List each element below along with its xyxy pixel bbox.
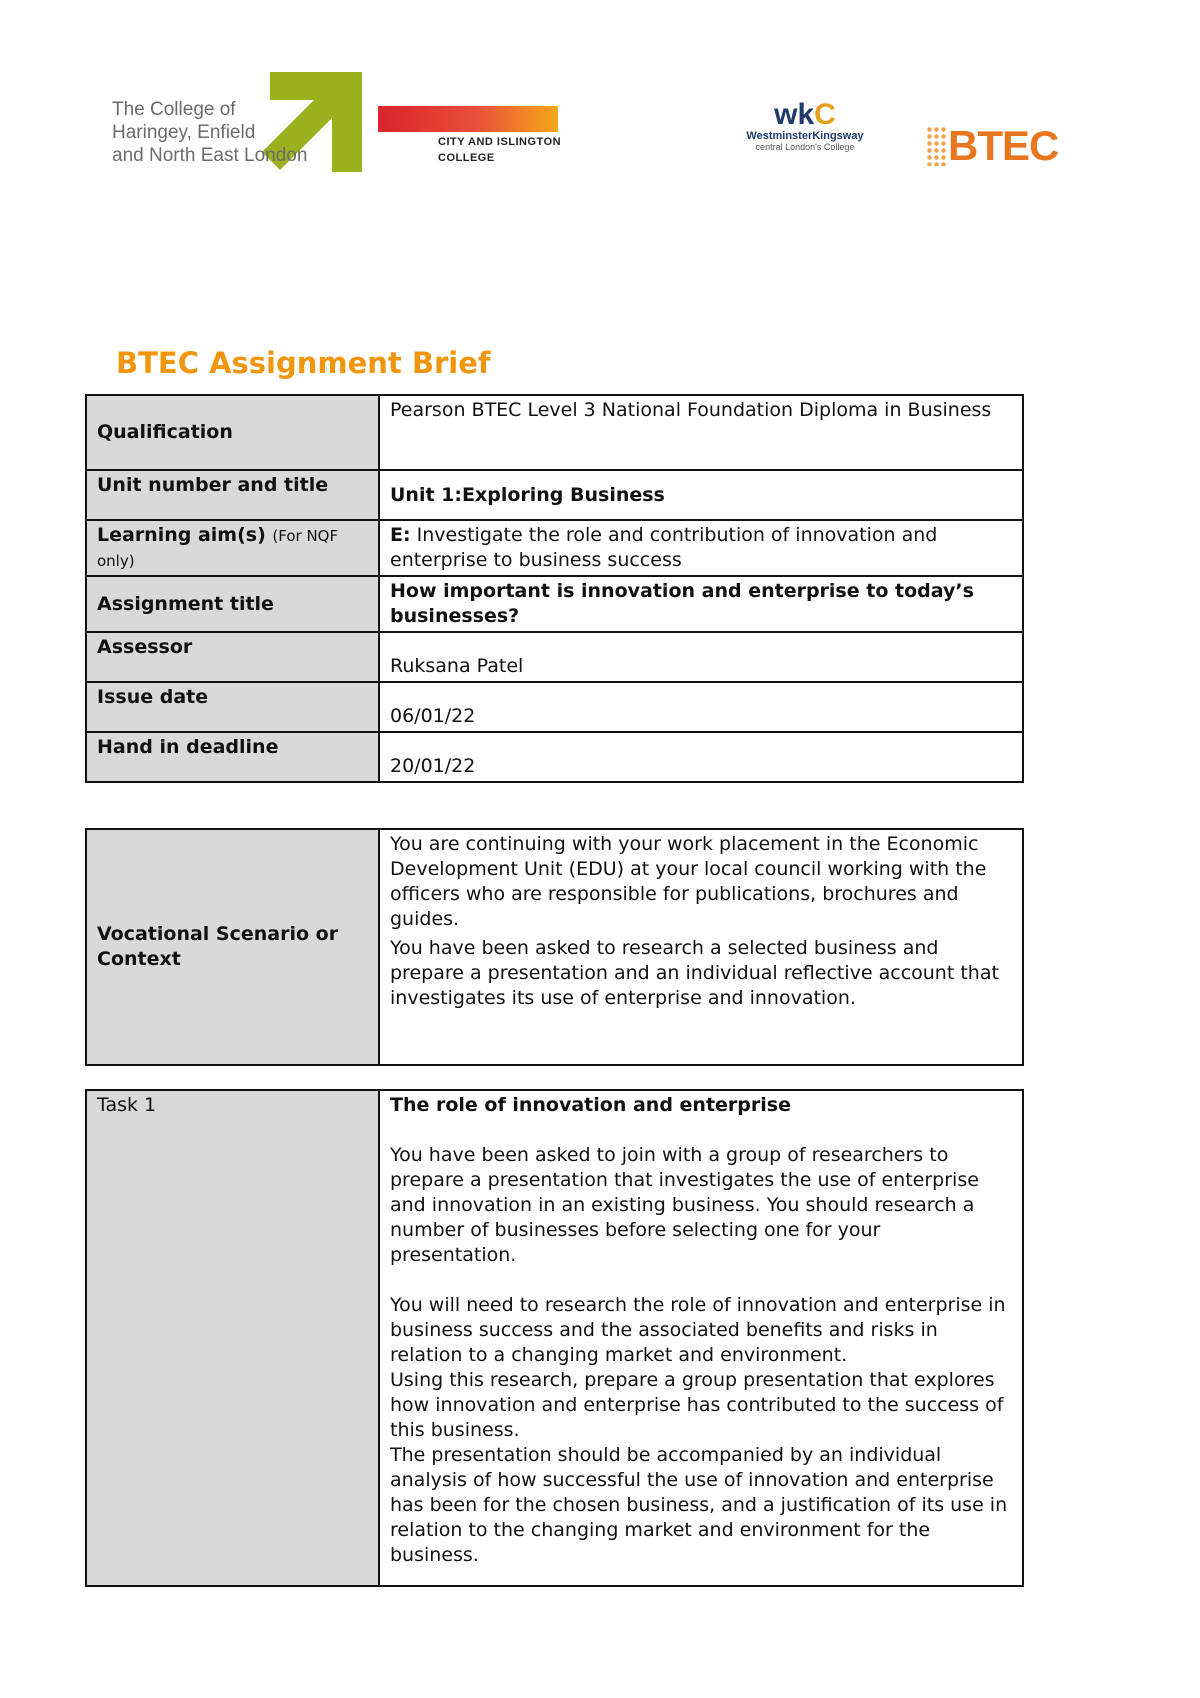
table-row [86, 395, 1023, 470]
table-row [86, 1090, 1023, 1586]
wk-name: WestminsterKingsway [746, 130, 864, 142]
college-haringey-logo [112, 98, 382, 167]
issue-date-value: 06/01/22 [379, 682, 1023, 732]
spacer [390, 1268, 1012, 1293]
scenario-paragraph-2: You have been asked to research a selected business and prepare a presentation and an individual reflective account that investigates its use of enterprise and innovation. [390, 937, 999, 1009]
westminster-kingsway-logo [690, 100, 920, 153]
deadline-label: Hand in deadline [86, 732, 379, 782]
task1-table [85, 1089, 1024, 1587]
learning-aim-prefix: E: [390, 524, 411, 546]
task1-content [379, 1090, 1023, 1586]
table-row [86, 632, 1023, 682]
task1-title: The role of innovation and enterprise [390, 1094, 791, 1116]
wk-tagline: central London's College [755, 142, 855, 152]
scenario-paragraph-1: You are continuing with your work placement in the Economic Development Unit (EDU) at your local council working with the officers who are responsible for publications, brochures and guides. [390, 833, 987, 930]
table-row [86, 520, 1023, 576]
city-islington-line-2: COLLEGE [438, 152, 495, 164]
task1-paragraph-4: The presentation should be accompanied by an individual analysis of how successful the use of innovation and enterprise has been for the chosen business, and a justification of its use in relation to the changing market and environment for the business. [390, 1444, 1008, 1566]
learning-aim-value-cell [379, 520, 1023, 576]
college-haringey-line-2: Haringey, Enfield [112, 122, 256, 143]
qualification-label: Qualification [86, 395, 379, 470]
unit-value: Unit 1:Exploring Business [379, 470, 1023, 520]
task1-paragraph-3: Using this research, prepare a group presentation that explores how innovation and enterprise has contributed to the success of this business. [390, 1369, 1004, 1441]
unit-label: Unit number and title [86, 470, 379, 520]
assignment-title-label: Assignment title [86, 576, 379, 632]
city-islington-color-bar [378, 106, 558, 132]
wk-mark: wkC [774, 98, 836, 131]
btec-dots-icon [926, 126, 948, 166]
scenario-label: Vocational Scenario or Context [86, 829, 379, 1065]
table-row [86, 576, 1023, 632]
college-haringey-line-1: The College of [112, 99, 236, 120]
task1-paragraph-1: You have been asked to join with a group of researchers to prepare a presentation that investigates the use of enterprise and innovation in an existing business. You should research a number of businesses before selecting one for your presentation. [390, 1144, 979, 1266]
task1-paragraph-2: You will need to research the role of innovation and enterprise in business success and the associated benefits and risks in relation to a changing market and environment. [390, 1294, 1006, 1366]
qualification-value: Pearson BTEC Level 3 National Foundation Diploma in Business [379, 395, 1023, 470]
assignment-details-table [85, 394, 1024, 783]
learning-aim-label: Learning aim(s) [97, 524, 266, 546]
college-haringey-line-3: and North East London [112, 145, 308, 166]
btec-wordmark: BTEC [948, 122, 1059, 169]
learning-aim-label-cell [86, 520, 379, 576]
scenario-content [379, 829, 1023, 1065]
learning-aim-note: (For NQF only) [97, 527, 339, 570]
task1-label: Task 1 [86, 1090, 379, 1586]
issue-date-label: Issue date [86, 682, 379, 732]
city-islington-logo [378, 106, 618, 164]
assessor-value: Ruksana Patel [379, 632, 1023, 682]
header-logos [0, 60, 1200, 190]
assessor-label: Assessor [86, 632, 379, 682]
city-islington-line-1: CITY AND ISLINGTON [438, 136, 562, 148]
table-row [86, 732, 1023, 782]
page-title: BTEC Assignment Brief [116, 346, 491, 380]
learning-aim-value: Investigate the role and contribution of innovation and enterprise to business success [390, 524, 938, 571]
table-row [86, 470, 1023, 520]
deadline-value: 20/01/22 [379, 732, 1023, 782]
assignment-title-value: How important is innovation and enterprise to today’s businesses? [379, 576, 1023, 632]
table-row [86, 682, 1023, 732]
scenario-table [85, 828, 1024, 1066]
btec-logo [926, 122, 1058, 170]
table-row [86, 829, 1023, 1065]
